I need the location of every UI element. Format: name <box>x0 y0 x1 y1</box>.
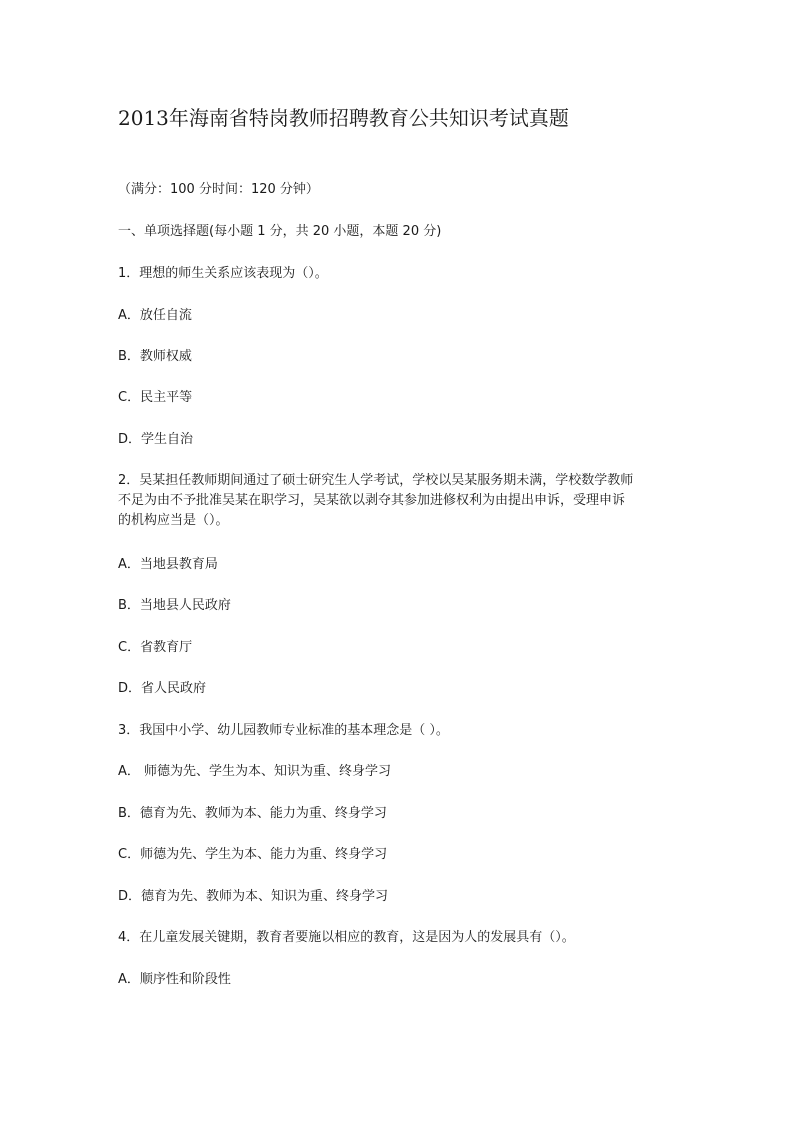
question-2-option-d: D．省人民政府 <box>118 681 207 696</box>
question-1-option-c: C．民主平等 <box>118 390 193 405</box>
question-2-option-c: C．省教育厅 <box>118 640 193 655</box>
question-3-option-b: B．德育为先、教师为本、能力为重、终身学习 <box>118 806 387 821</box>
section-heading: 一、单项选择题(每小题 1 分，共 20 小题，本题 20 分) <box>118 224 442 239</box>
question-2-option-a: A．当地县教育局 <box>118 557 218 572</box>
question-1-stem: 1．理想的师生关系应该表现为（）。 <box>118 266 328 281</box>
question-3-option-c: C．师德为先、学生为本、能力为重、终身学习 <box>118 847 388 862</box>
question-2-option-b: B．当地县人民政府 <box>118 598 231 613</box>
question-3-option-d: D．德育为先、教师为本、知识为重、终身学习 <box>118 889 389 904</box>
question-2-stem <box>118 471 678 531</box>
question-1-option-b: B．教师权威 <box>118 349 192 364</box>
question-3-stem: 3．我国中小学、幼儿园教师专业标准的基本理念是（ ）。 <box>118 723 449 738</box>
exam-meta: （满分：100 分时间：120 分钟） <box>118 182 319 197</box>
question-2-stem-line-1: 2．吴某担任教师期间通过了硕士研究生人学考试，学校以吴某服务期未满，学校数学教师 <box>118 473 634 488</box>
question-4-option-a: A．顺序性和阶段性 <box>118 972 231 987</box>
question-4-stem: 4．在儿童发展关键期，教育者要施以相应的教育，这是因为人的发展具有（）。 <box>118 930 575 945</box>
question-3-option-a: A． 师德为先、学生为本、知识为重、终身学习 <box>118 764 392 779</box>
document-title: 2013年海南省特岗教师招聘教育公共知识考试真题 <box>118 106 569 130</box>
question-1-option-d: D．学生自治 <box>118 432 194 447</box>
question-2-stem-line-3: 的机构应当是（）。 <box>118 513 229 528</box>
question-2-stem-line-2: 不足为由不予批准吴某在职学习，吴某欲以剥夺其参加进修权利为由提出申诉，受理申诉 <box>118 493 626 508</box>
question-1-option-a: A．放任自流 <box>118 308 192 323</box>
